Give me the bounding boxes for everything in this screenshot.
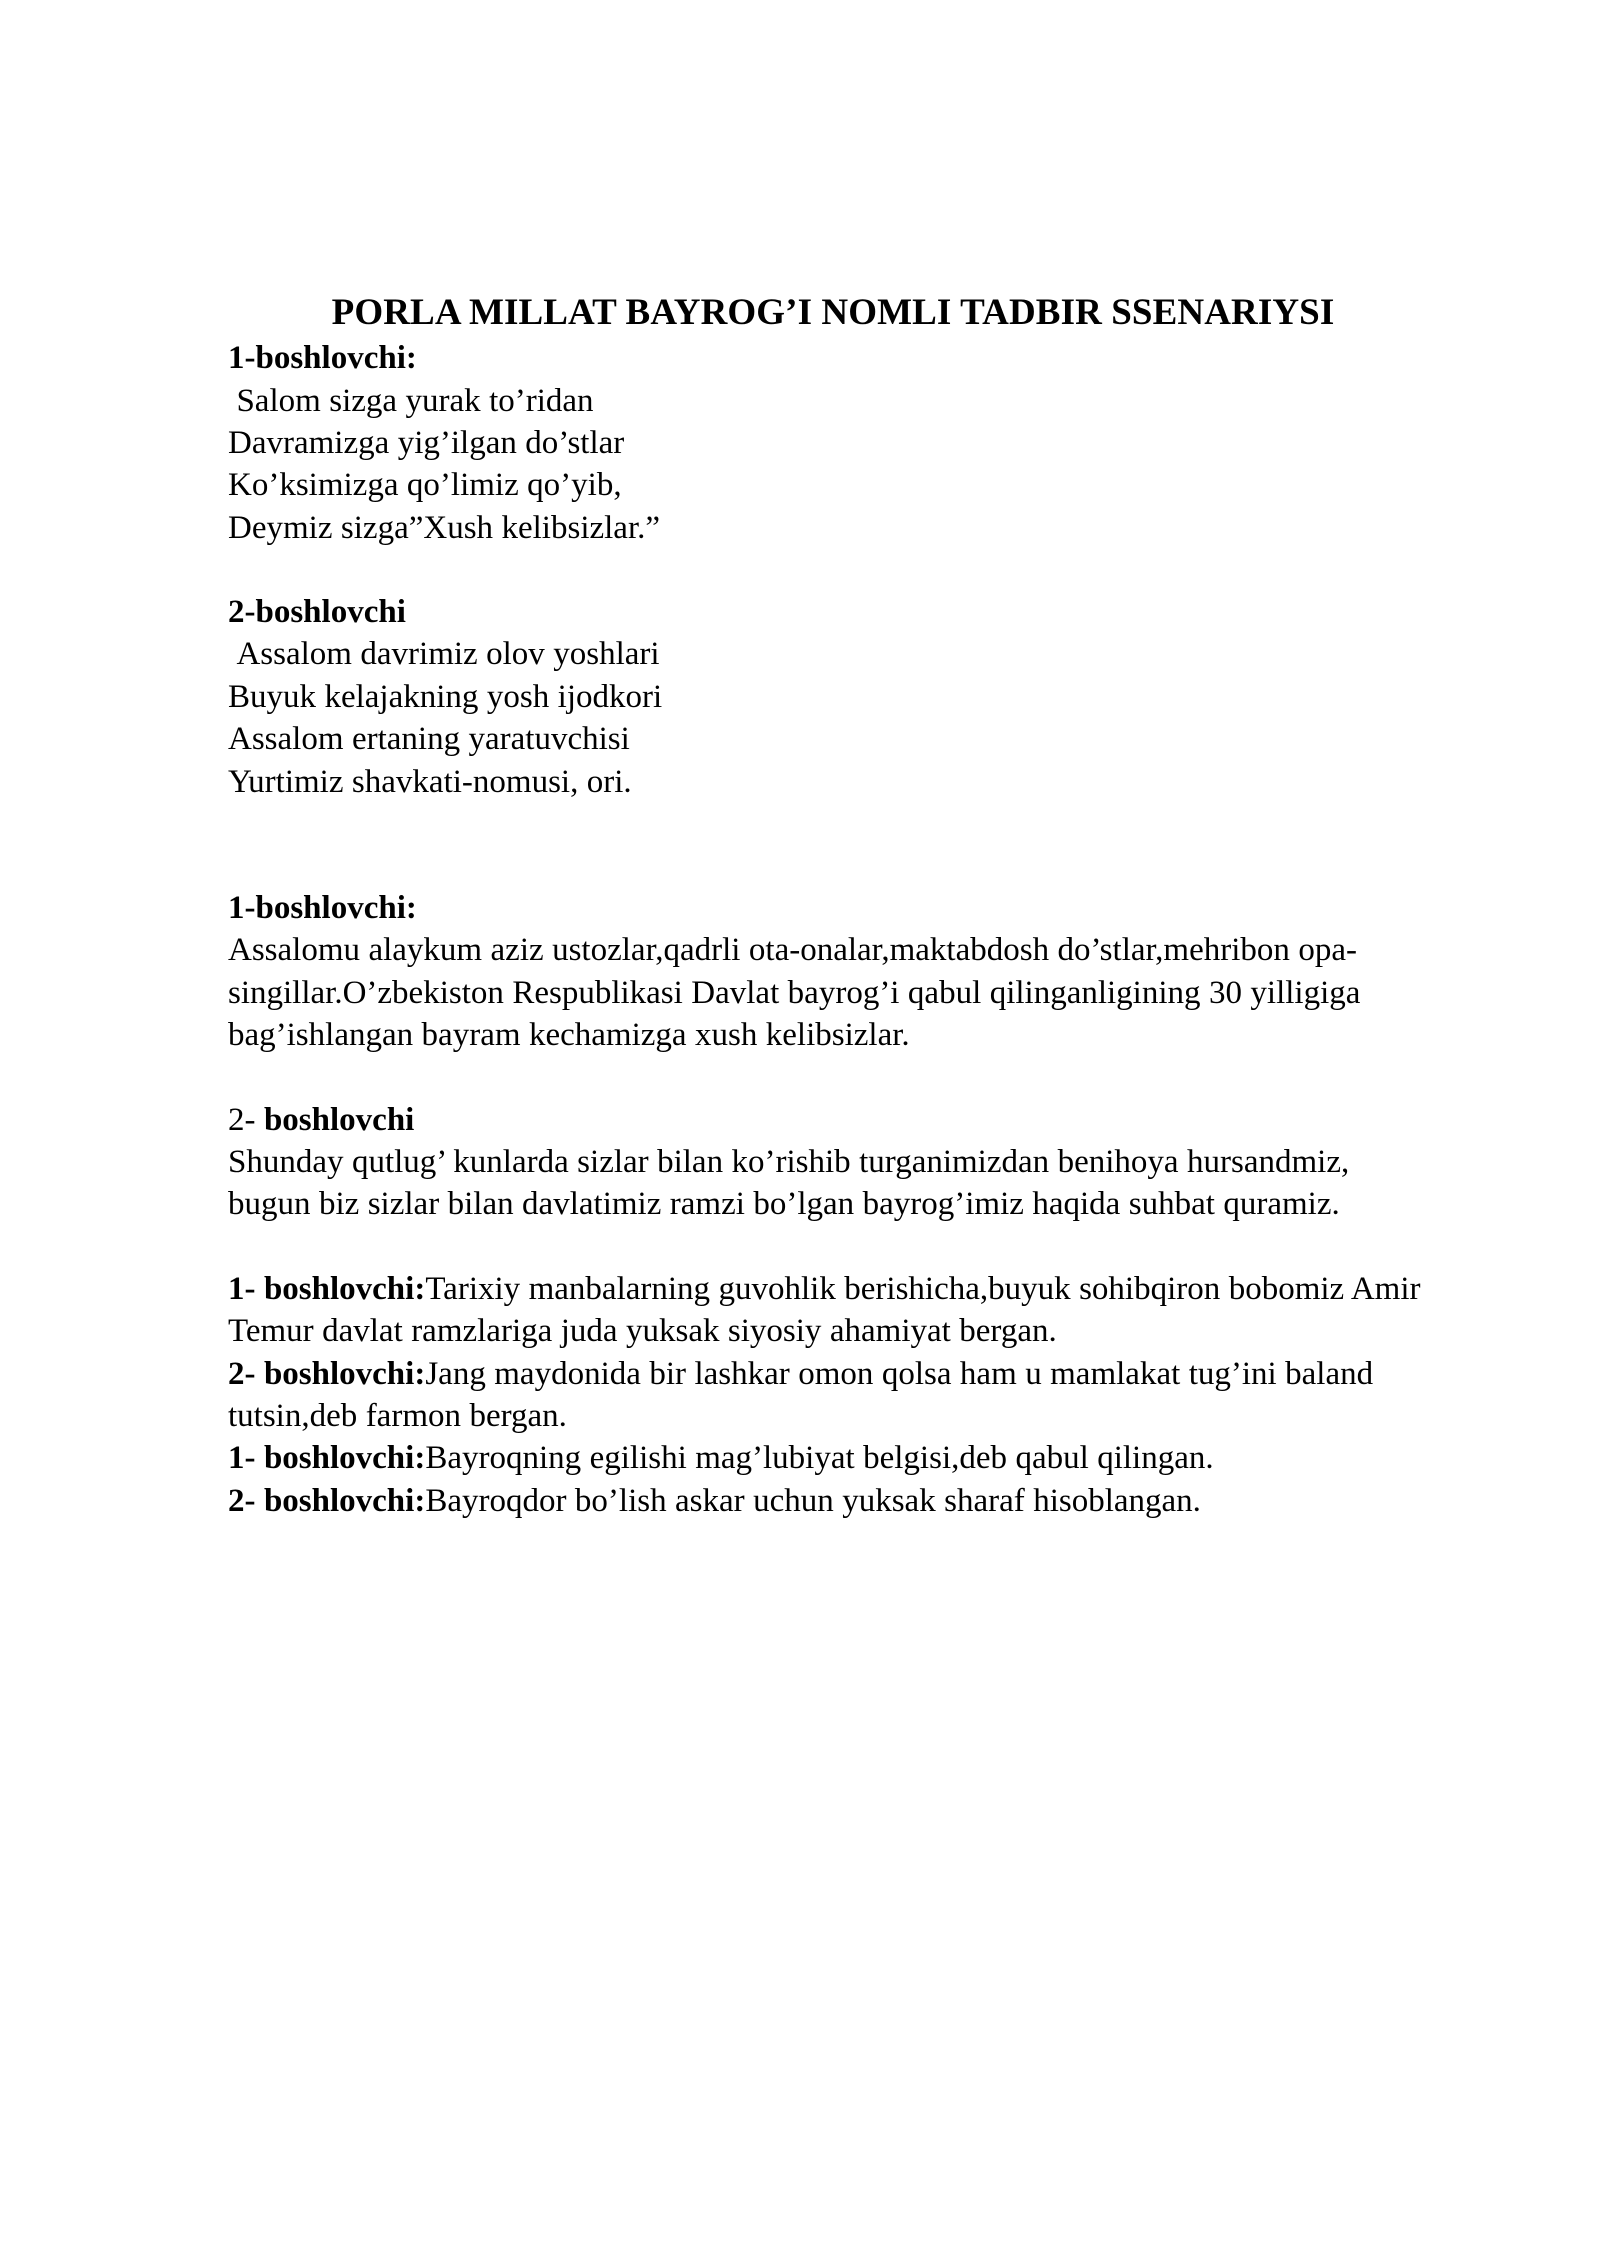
speaker-label-stanza-1 — [228, 337, 1438, 379]
dialog-line-4 — [228, 1480, 1438, 1522]
speaker-name: 1- boshlovchi: — [228, 1270, 426, 1307]
speaker-number-prefix: 2- — [228, 1101, 264, 1138]
stanza-2-line-4: Yurtimiz shavkati-nomusi, ori. — [228, 763, 632, 800]
stanza-1-line-2: Davramizga yig’ilgan do’stlar — [228, 424, 625, 461]
stanza-2-line-2: Buyuk kelajakning yosh ijodkori — [228, 678, 663, 715]
speaker-name: 1-boshlovchi: — [228, 890, 417, 927]
dialog-line-3 — [228, 1437, 1438, 1479]
speaker-name: boshlovchi — [263, 1101, 415, 1138]
page-title-line-1: PORLA MILLAT BAYROG’I NOMLI TADBIR — [331, 292, 1102, 333]
stanza-1-line-4: Deymiz sizga”Xush kelibsizlar.” — [228, 509, 661, 546]
stanza-2-line-3: Assalom ertaning yaratuvchisi — [228, 721, 630, 758]
dialog-line-2 — [228, 1353, 1438, 1438]
dialog-body: Bayroqdor bo’lish askar uchun yuksak sharaf hisoblangan. — [425, 1482, 1201, 1519]
speaker-name: 2- boshlovchi: — [228, 1482, 426, 1519]
dialog-body: Bayroqning egilishi mag’lubiyat belgisi,deb qabul qilingan. — [425, 1440, 1214, 1477]
dialog-body: Jang maydonida bir lashkar omon qolsa ham u mamlakat tug’ini baland tutsin,deb farmon bergan. — [228, 1355, 1382, 1434]
speaker-label-stanza-2 — [228, 591, 1438, 633]
page-title — [228, 290, 1438, 335]
speaker-name: 2-boshlovchi — [228, 594, 406, 631]
speaker-label-para-1 — [228, 887, 1438, 929]
para-1-body: Assalomu alaykum aziz ustozlar,qadrli ota-onalar,maktabdosh do’stlar,mehribon opa-singillar.O’zbekiston Respublikasi Davlat bayrog’i qabul qilinganligining 30 yilligiga bag’ishlangan bayram kechamizga xush kelibsizlar. — [228, 932, 1369, 1054]
stanza-2-line-1: Assalom davrimiz olov yoshlari — [228, 636, 660, 673]
dialog-body: Tarixiy manbalarning guvohlik berishicha,buyuk sohibqiron bobomiz Amir Temur davlat ramzlariga juda yuksak siyosiy ahamiyat bergan. — [228, 1270, 1429, 1350]
spacer — [228, 549, 1438, 591]
spacer — [228, 803, 1438, 887]
page-title-line-2: SSENARIYSI — [1111, 292, 1335, 333]
speaker-name: 2- boshlovchi: — [228, 1355, 426, 1392]
speaker-name: 1-boshlovchi: — [228, 340, 417, 377]
dialog-line-1 — [228, 1268, 1438, 1353]
speaker-name: 1- boshlovchi: — [228, 1440, 426, 1477]
document-content — [228, 290, 1438, 1522]
para-2-body: Shunday qutlug’ kunlarda sizlar bilan ko’rishib turganimizdan benihoya hursandmiz, bugun biz sizlar bilan davlatimiz ramzi bo’lgan bayrog’imiz haqida suhbat quramiz. — [228, 1143, 1358, 1223]
stanza-1-line-1: Salom sizga yurak to’ridan — [228, 382, 594, 419]
speaker-label-para-2 — [228, 1099, 1438, 1141]
spacer — [228, 1057, 1438, 1099]
stanza-1-line-3: Ko’ksimizga qo’limiz qo’yib, — [228, 467, 622, 504]
spacer — [228, 1226, 1438, 1268]
